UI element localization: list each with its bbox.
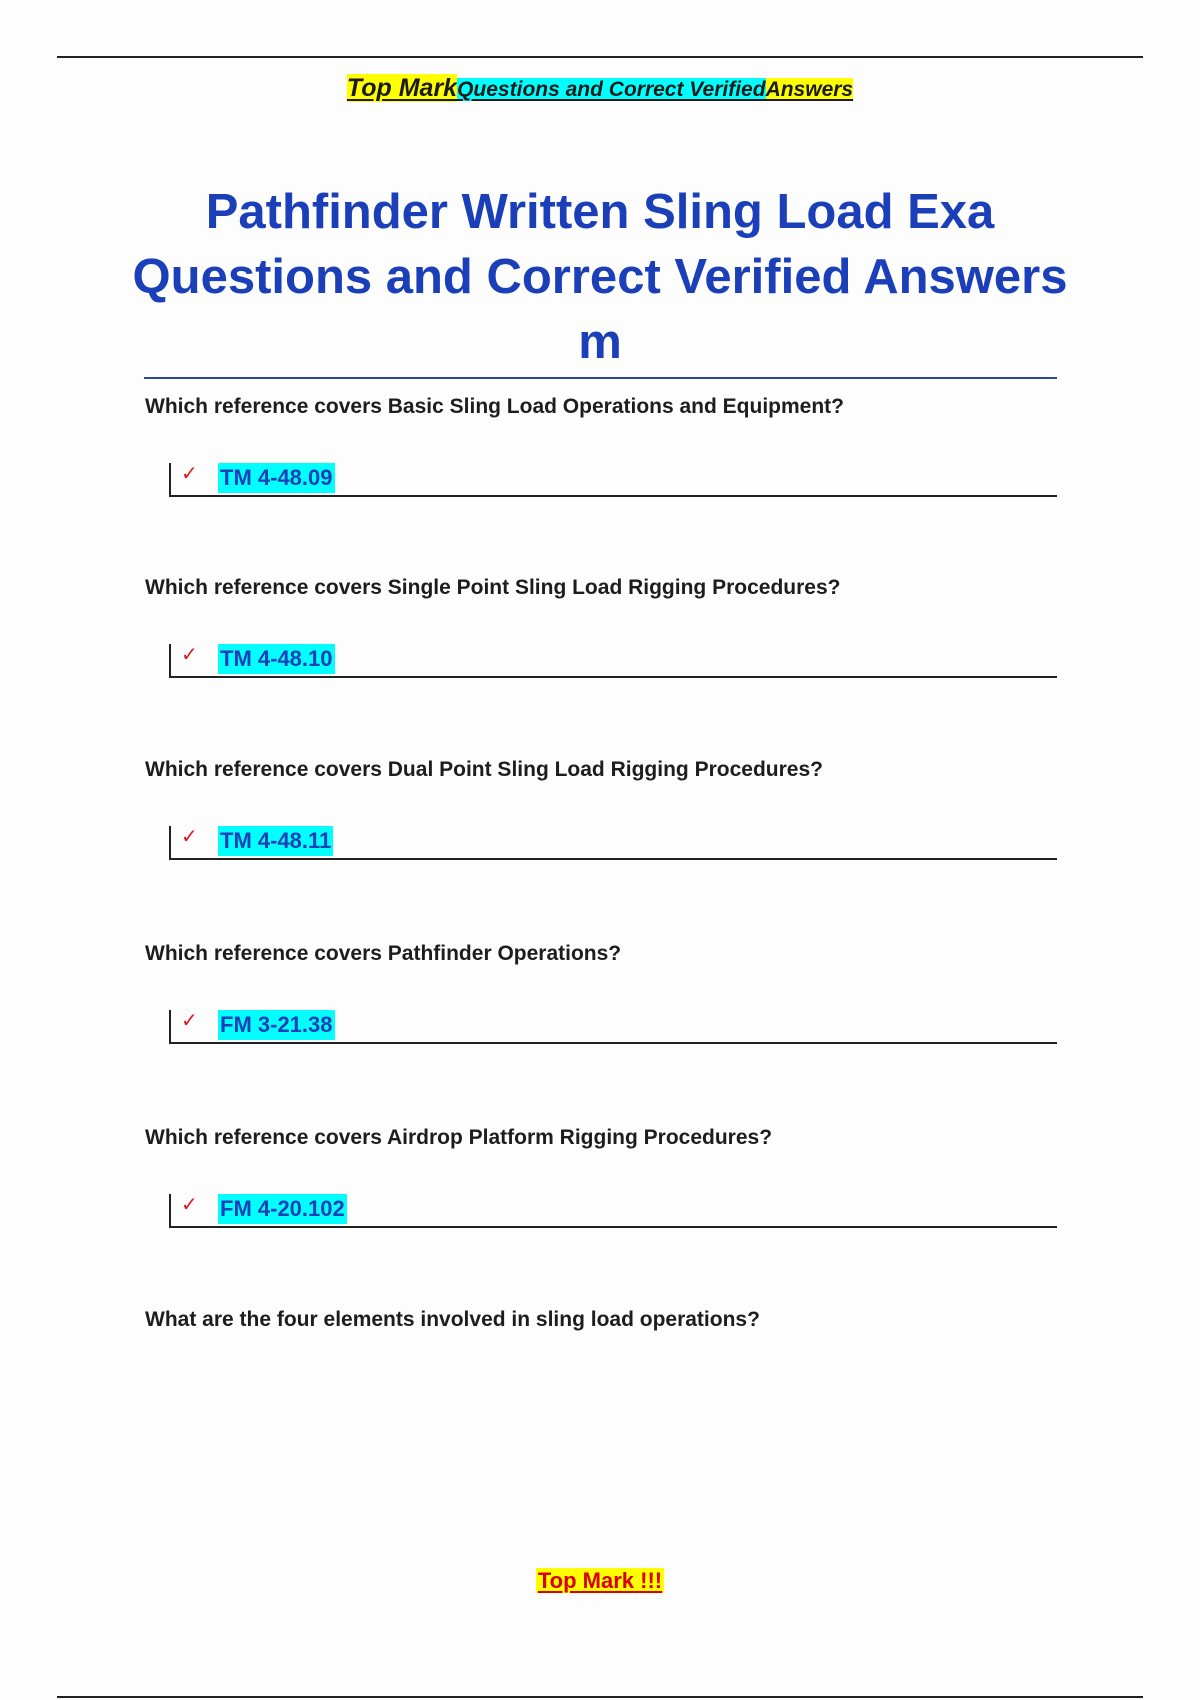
answer-text: FM 3-21.38 [218,1010,335,1040]
check-icon: ✓ [181,461,198,485]
answer-row [169,463,1057,497]
title-line-1: Pathfinder Written Sling Load Exa [205,185,995,239]
header-top-mark: Top Mark [346,74,458,102]
title-line-2: Questions and Correct Verified Answers [132,250,1068,304]
answer-row [169,1010,1057,1044]
header-answers: Answers [765,78,854,101]
qa-item [145,756,1057,860]
answer-text: TM 4-48.09 [218,463,335,493]
answer-text: FM 4-20.102 [218,1194,347,1224]
check-icon: ✓ [181,824,198,848]
qa-item [145,1124,1057,1228]
question-text: Which reference covers Basic Sling Load Operations and Equipment? [145,395,844,418]
answer-text: TM 4-48.11 [218,826,333,856]
bottom-rule [57,1696,1143,1698]
qa-item [145,574,1057,678]
answer-row [169,826,1057,860]
header-questions: Questions and Correct Verified [457,78,766,101]
qa-item-last [145,1306,1057,1334]
footer [0,1568,1200,1594]
title-divider [144,377,1057,379]
check-icon: ✓ [181,1008,198,1032]
answer-text: TM 4-48.10 [218,644,335,674]
page-header [0,72,1200,108]
document-title [100,180,1100,375]
footer-top-mark: Top Mark !!! [537,1568,663,1593]
top-rule [57,56,1143,58]
question-text: Which reference covers Pathfinder Operations? [145,942,622,965]
question-text: Which reference covers Dual Point Sling Load Rigging Procedures? [145,758,823,781]
answer-row [169,644,1057,678]
qa-item [145,940,1057,1044]
question-text: Which reference covers Airdrop Platform Rigging Procedures? [145,1126,773,1149]
answer-row [169,1194,1057,1228]
title-line-3: m [578,315,622,369]
question-text: Which reference covers Single Point Sling Load Rigging Procedures? [145,576,841,599]
check-icon: ✓ [181,1192,198,1216]
check-icon: ✓ [181,642,198,666]
qa-item [145,393,1057,497]
question-text: What are the four elements involved in sling load operations? [145,1308,760,1331]
